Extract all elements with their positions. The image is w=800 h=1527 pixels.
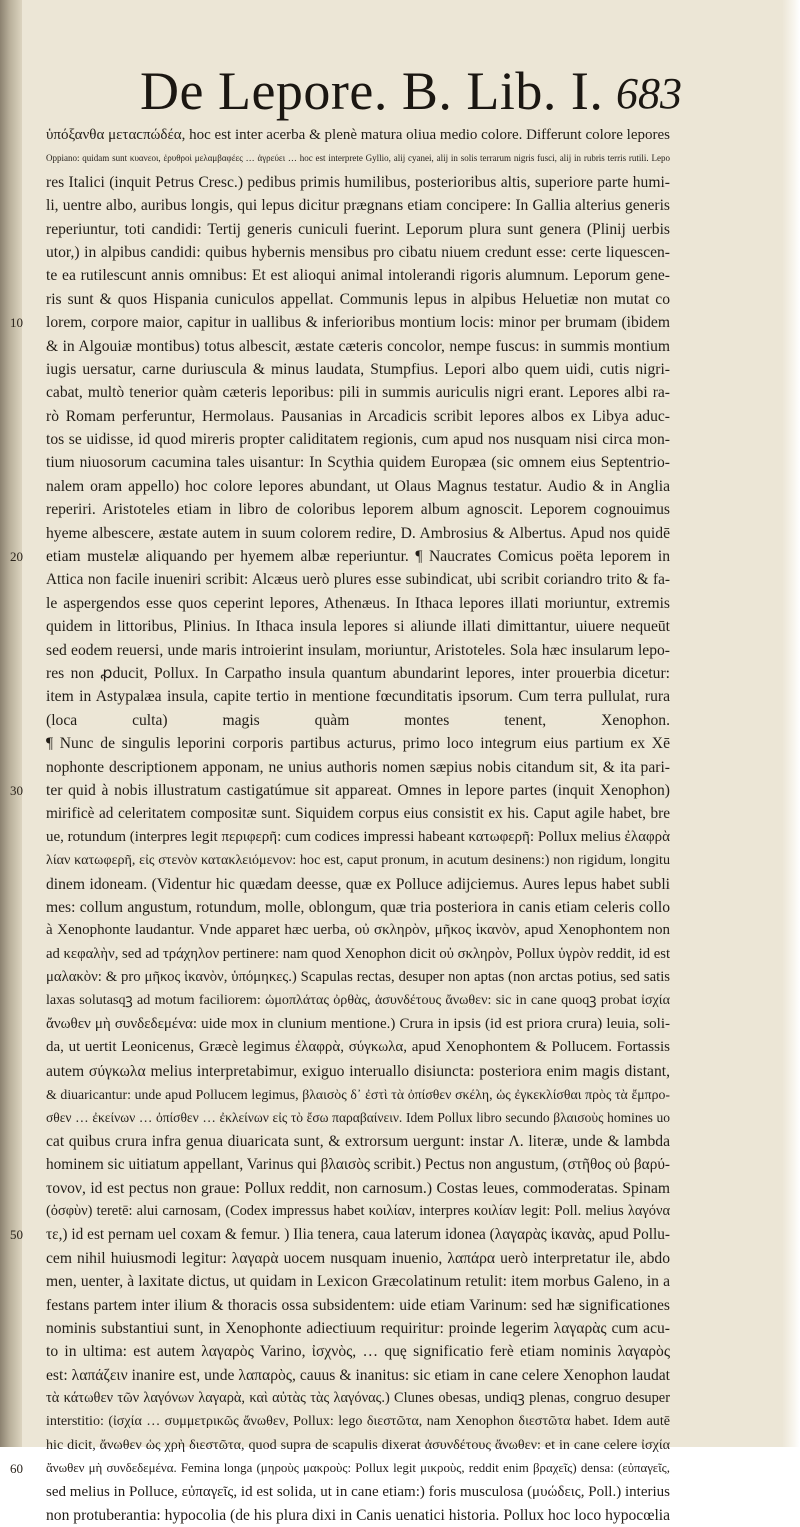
- line-text: lorem, corpore maior, capitur in uallibus & inferioribus montium locis: minor per brumam (ibidem: [46, 314, 670, 332]
- text-line: [34, 732, 670, 755]
- line-text: sed melius in Polluce, εὐπαγεῖς, id est solida, ut in cane etiam:) foris musculosa (μυώδεις, Poll.) interius: [46, 1483, 670, 1500]
- line-text: dinem idoneam. (Videntur hic quædam deesse, quæ ex Polluce adijciemus. Aures lepus habet subli: [46, 875, 670, 893]
- line-text: τὰ κάτωθεν τῶν λαγόνων λαγαρὰ, καὶ αὐτὰς τὰς λαγόνας.) Clunes obesas, undiqꝫ plenas, congruo desuper: [46, 1390, 670, 1407]
- line-text: nominis substantiui sunt, in Xenophonte adiectiuum requiritur: proinde legerim λαγαρὰς cum acu-: [46, 1319, 670, 1337]
- text-line: [34, 1270, 670, 1293]
- text-line: [10, 1223, 670, 1246]
- line-text: Attica non facile inueniri scribit: Alcæus uerò plures esse subindicat, ubi scribit coriandro trito & fa-: [46, 571, 670, 589]
- line-text: res non ꝓducit, Pollux. In Carpatho insula quantum abundarint lepores, inter prouerbia dicetur:: [46, 664, 670, 682]
- line-text: ὑπόξανθα μεταϲπώδέα, hoc est inter acerba & plenè matura oliua medio colore. Differunt colore lepores: [46, 127, 670, 143]
- line-text: μαλακὸν: & pro μῆκος ἱκανὸν, ὑπόμηκες.) Scapulas rectas, desuper non aptas (non arctas potius, sed satis: [46, 969, 670, 986]
- text-line: [10, 311, 670, 334]
- line-text: & in Algouiæ montibus) totus albescit, æstate cæteris concolor, nempe fuscus: in summis montium: [46, 337, 670, 355]
- line-text: festans partem inter ilium & thoracis ossa subsidentem: uide etiam Varinum: sed hæ significationes: [46, 1296, 670, 1314]
- line-number: 60: [10, 1461, 23, 1477]
- line-text: ¶ Nunc de singulis leporini corporis partibus acturus, primo loco integrum eius partium ex Xē: [46, 735, 670, 753]
- text-line: [34, 1013, 670, 1036]
- line-text: to in ultima: est autem λαγαρὸς Varino, ἰσχνὸς, … quę significatio ferè etiam nominis λαγαρὸς: [46, 1343, 670, 1361]
- line-text: ris sunt & quos Hispania cuniculos appellat. Communis lepus in alpibus Heluetiæ non mutat co: [46, 290, 670, 308]
- text-line: [34, 989, 670, 1012]
- text-line: [34, 288, 670, 311]
- text-line: [34, 1387, 670, 1410]
- text-line: [34, 1410, 670, 1433]
- text-line: [34, 171, 670, 194]
- line-text: ἄνωθεν μὴ συνδεδεμένα. Femina longa (μηροὺς μακροὺς: Pollux legit μικροὺς, reddit enim βραχεῖς) densa: (εὐπαγεῖς,: [46, 1461, 670, 1476]
- line-text: reperiuntur, toti candidi: Tertij generis cuniculi fuerint. Leporum plura sunt genera (Plinij uerbis: [46, 220, 670, 238]
- line-text: li, uentre albo, auribus longis, qui lepus dicitur prægnans etiam concipere: In Gallia alterius generis: [46, 197, 670, 215]
- line-text: ue, rotundum (interpres legit περιφερῆ: cum codices impressi habeant κατωφερῆ: Pollux melius ἐλαφρὰ: [46, 828, 670, 845]
- line-text: sed eodem reuersi, unde maris introierint insulam, moriuntur, Aristoteles. Sola hæc insularum lepo-: [46, 641, 670, 659]
- line-text: hic dicit, ἄνωθεν ὡς χρὴ διεστῶτα, quod supra de scapulis dixerat ἀσυνδέτους ἄνωθεν: et in cane celere ἰσχία: [46, 1436, 670, 1453]
- line-text: non protuberantia: hypocolia (de his plura dixi in Canis uenatici historia. Pollux hoc loco hypocœlia: [46, 1507, 671, 1525]
- line-text: etiam mustelæ aliquando per hyemem albæ reperiuntur. ¶ Naucrates Comicus poëta leporem in: [46, 548, 670, 566]
- text-line: [34, 919, 670, 942]
- line-text: rò Romam perferuntur, Hermolaus. Pausanias in Arcadicis scribit lepores albos ex Libya aduc-: [46, 407, 670, 425]
- text-line: [10, 779, 670, 802]
- text-line: [34, 1434, 670, 1457]
- line-text: (loca culta) magis quàm montes tenent, Xenophon.: [46, 711, 670, 729]
- body-text: [10, 124, 671, 1527]
- text-line: [34, 381, 670, 404]
- text-line: [34, 1247, 670, 1270]
- line-text: & diuaricantur: unde apud Pollucem legimus, βλαισὸς δ᾽ ἐστὶ τὰ ὀπίσθεν σκέλη, ὡς ἐγκεκλίσθαι πρὸς τὰ ἔμπρο-: [46, 1087, 670, 1103]
- line-text: hyeme albescere, æstate autem in suum colorem redire, D. Ambrosius & Albertus. Apud nos quidē: [46, 524, 670, 542]
- text-line: [34, 241, 670, 264]
- line-text: quidem in littoribus, Plinius. In Ithaca insula lepores si aliunde illati dimittantur, uiuere nequeūt: [46, 618, 670, 636]
- text-line: [34, 498, 670, 521]
- line-text: λίαν κατωφερῆ, εἰς στενὸν κατακλειόμενον: hoc est, caput pronum, in acutum desinens:) non rigidum, longitu: [46, 852, 670, 869]
- text-line: [34, 475, 670, 498]
- line-text: tium niuosorum cacumina tales uisantur: In Scythia quidem Europæa (sic omnem eius Septentrio-: [46, 454, 670, 472]
- text-line: [34, 826, 670, 849]
- text-line: [34, 1036, 670, 1059]
- line-text: item in Astypalæa insula, capite tertio in mentione fœcunditatis ipsorum. Cum terra pullulat, rura: [46, 688, 670, 706]
- line-text: hominem sic uitiatum appellant, Varinus qui βλαισὸς scribit.) Pectus non angustum, (στῆθος οὐ βαρύ-: [46, 1156, 670, 1174]
- line-text: te ea rutilescunt annis omnibus: Et est alioqui animal intolerandi rigoris alumnum. Leporum gene-: [46, 267, 670, 285]
- text-line: [34, 1504, 670, 1527]
- line-text: σθεν … ἐκείνων … ὀπίσθεν … ἐκλείνων εἰς τὸ ἔσω παραβαίνειν. Idem Pollux libro secundo βλαισοὺς homines uo: [46, 1110, 670, 1126]
- line-text: res Italici (inquit Petrus Cresc.) pedibus primis humilibus, posterioribus altis, superiore parte humi-: [46, 173, 670, 191]
- text-line: [34, 639, 670, 662]
- text-line: [34, 194, 670, 217]
- line-number: 50: [10, 1227, 23, 1243]
- text-line: [34, 662, 670, 685]
- line-text: le aspergendos esse quos ceperint lepores, Athenæus. In Ithaca lepores illati moriuntur, extremis: [46, 594, 670, 612]
- text-line: [34, 1200, 670, 1223]
- line-text: laxas solutasqꝫ ad motum faciliorem: ὠμοπλάτας ὀρθὰς, ἀσυνδέτους ἄνωθεν: sic in cane quoqꝫ probat ἰσχία: [46, 992, 670, 1009]
- line-text: (ὀσφὺν) teretē: alui carnosam, (Codex impressus habet κοιλίαν, interpres κοιλίαν legit: Poll. melius λαγόνα: [46, 1202, 670, 1219]
- line-text: interstitio: (ἰσχία … συμμετρικῶς ἄνωθεν, Pollux: lego διεστῶτα, nam Xenophon διεστῶτα habet. Idem autē: [46, 1413, 670, 1430]
- text-line: [34, 568, 670, 591]
- line-text: autem σύγκωλα melius interpretabimur, exiguo interuallo disiuncta: posteriora enim magis distant,: [46, 1062, 670, 1080]
- line-text: Oppiano: quidam sunt κυανεοι, ἐρυθροὶ μελαμβαφέες … ἀγρεύει … hoc est interprete Gyllio, alij cyanei, alij in solis terrarum nigris fusci, alij in rubris terris rutili. Lepo: [46, 153, 670, 164]
- text-line: [34, 615, 670, 638]
- line-text: cem nihil huiusmodi legitur: λαγαρὰ uocem nusquam inuenio, λαπάρα uerò interpretatur ile, abdo: [46, 1249, 670, 1267]
- text-line: [10, 1457, 670, 1480]
- text-line: [34, 522, 670, 545]
- line-number: 10: [10, 315, 23, 331]
- text-line: [34, 428, 670, 451]
- text-line: [34, 358, 670, 381]
- text-line: [34, 1177, 670, 1200]
- text-line: [34, 802, 670, 825]
- text-line: [34, 756, 670, 779]
- text-line: [10, 545, 670, 568]
- text-line: [34, 943, 670, 966]
- text-line: [34, 405, 670, 428]
- text-line: [34, 124, 670, 147]
- text-line: [34, 896, 670, 919]
- text-line: [34, 1481, 670, 1504]
- line-text: iugis uersatur, carne duriuscula & minus laudata, Stumpfius. Lepori albo quem uidi, cutis nigri-: [46, 360, 670, 378]
- line-text: τε,) id est pernam uel coxam & femur. ) Ilia tenera, caua laterum idonea (λαγαρὰς ἱκανὰς, apud Pollu-: [46, 1226, 670, 1244]
- line-text: tos se uidisse, id quod mireris propter caliditatem regionis, cum apud nos nusquam nisi circa mon-: [46, 431, 670, 449]
- line-text: reperiri. Aristoteles etiam in libro de coloribus leporem album agnoscit. Leporem cognouimus: [46, 501, 670, 519]
- line-text: à Xenophonte laudantur. Vnde apparet hæc uerba, οὐ σκληρὸν, μῆκος ἱκανὸν, apud Xenophontem non: [46, 922, 670, 939]
- text-line: [34, 1294, 670, 1317]
- line-text: ad κεφαλὴν, sed ad τράχηλον pertinere: nam quod Xenophon dicit οὐ σκληρὸν, Pollux ὑγρὸν reddit, id est: [46, 945, 671, 962]
- text-line: [34, 966, 670, 989]
- line-text: cat quibus crura infra genua diuaricata sunt, & extrorsum uergunt: instar Λ. literæ, unde & lambda: [46, 1132, 670, 1150]
- text-line: [34, 451, 670, 474]
- page-header: [140, 56, 700, 126]
- line-text: da, ut uertit Leonicenus, Græcè legimus ἐλαφρὰ, σύγκωλα, apud Xenophontem & Pollucem. Fortassis: [46, 1039, 670, 1056]
- line-text: τονον, id est pectus non graue: Pollux reddit, non carnosum.) Costas leues, commoderatas. Spinam: [46, 1179, 670, 1197]
- page-number: 683: [616, 69, 682, 118]
- line-text: nophonte descriptionem apponam, ne unius authoris nomen sæpius nobis citandum sit, & ita pari-: [46, 758, 670, 776]
- text-line: [34, 1317, 670, 1340]
- text-line: [34, 873, 670, 896]
- text-line: [34, 1340, 670, 1363]
- text-line: [34, 1083, 670, 1106]
- line-number: 30: [10, 782, 23, 798]
- line-number: 20: [10, 549, 23, 565]
- text-line: [34, 1364, 670, 1387]
- line-text: utor,) in alpibus candidi: quibus hybernis mensibus pro cibatu niuem credunt esse: certe liquescen-: [46, 243, 670, 261]
- text-line: [34, 685, 670, 708]
- line-text: nalem oram appello) hoc colore lepores abundant, ut Olaus Magnus testatur. Audio & in Anglia: [46, 477, 670, 495]
- text-line: [34, 218, 670, 241]
- text-line: [34, 147, 670, 170]
- line-text: est: λαπάζειν inanire est, unde λαπαρὸς, cauus & inanitus: sic etiam in cane celere Xenophon laudat: [46, 1366, 670, 1384]
- text-line: [34, 709, 670, 732]
- line-text: mes: collum angustum, rotundum, molle, oblongum, quæ tria posteriora in canis etiam celeris collo: [46, 898, 670, 916]
- text-line: [34, 849, 670, 872]
- line-text: cabat, multò tenerior quàm cæteris leporibus: pili in summis auriculis nigri erant. Lepores albi ra-: [46, 384, 670, 402]
- line-text: ter quid à nobis illustratum castigatúmue sit appareat. Omnes in lepore partes (inquit Xenophon): [46, 781, 670, 799]
- text-line: [34, 1130, 670, 1153]
- text-line: [34, 592, 670, 615]
- text-line: [34, 1153, 670, 1176]
- running-title: De Lepore. B. Lib. I.: [140, 61, 604, 121]
- line-text: ἄνωθεν μὴ συνδεδεμένα: uide mox in clunium mentione.) Crura in ipsis (id est priora crura) leuia, soli-: [46, 1015, 670, 1032]
- page-edge: [782, 0, 800, 1447]
- text-line: [34, 335, 670, 358]
- text-line: [34, 264, 670, 287]
- line-text: mirificè ad celeritatem compositæ sunt. Siquidem corpus eius consistit ex his. Caput agile habet, bre: [46, 805, 670, 823]
- text-line: [34, 1106, 670, 1129]
- line-text: men, uenter, à laxitate dictus, ut quidam in Lexicon Græcolatinum retulit: item morbus Galeno, in a: [46, 1273, 670, 1291]
- text-line: [34, 1060, 670, 1083]
